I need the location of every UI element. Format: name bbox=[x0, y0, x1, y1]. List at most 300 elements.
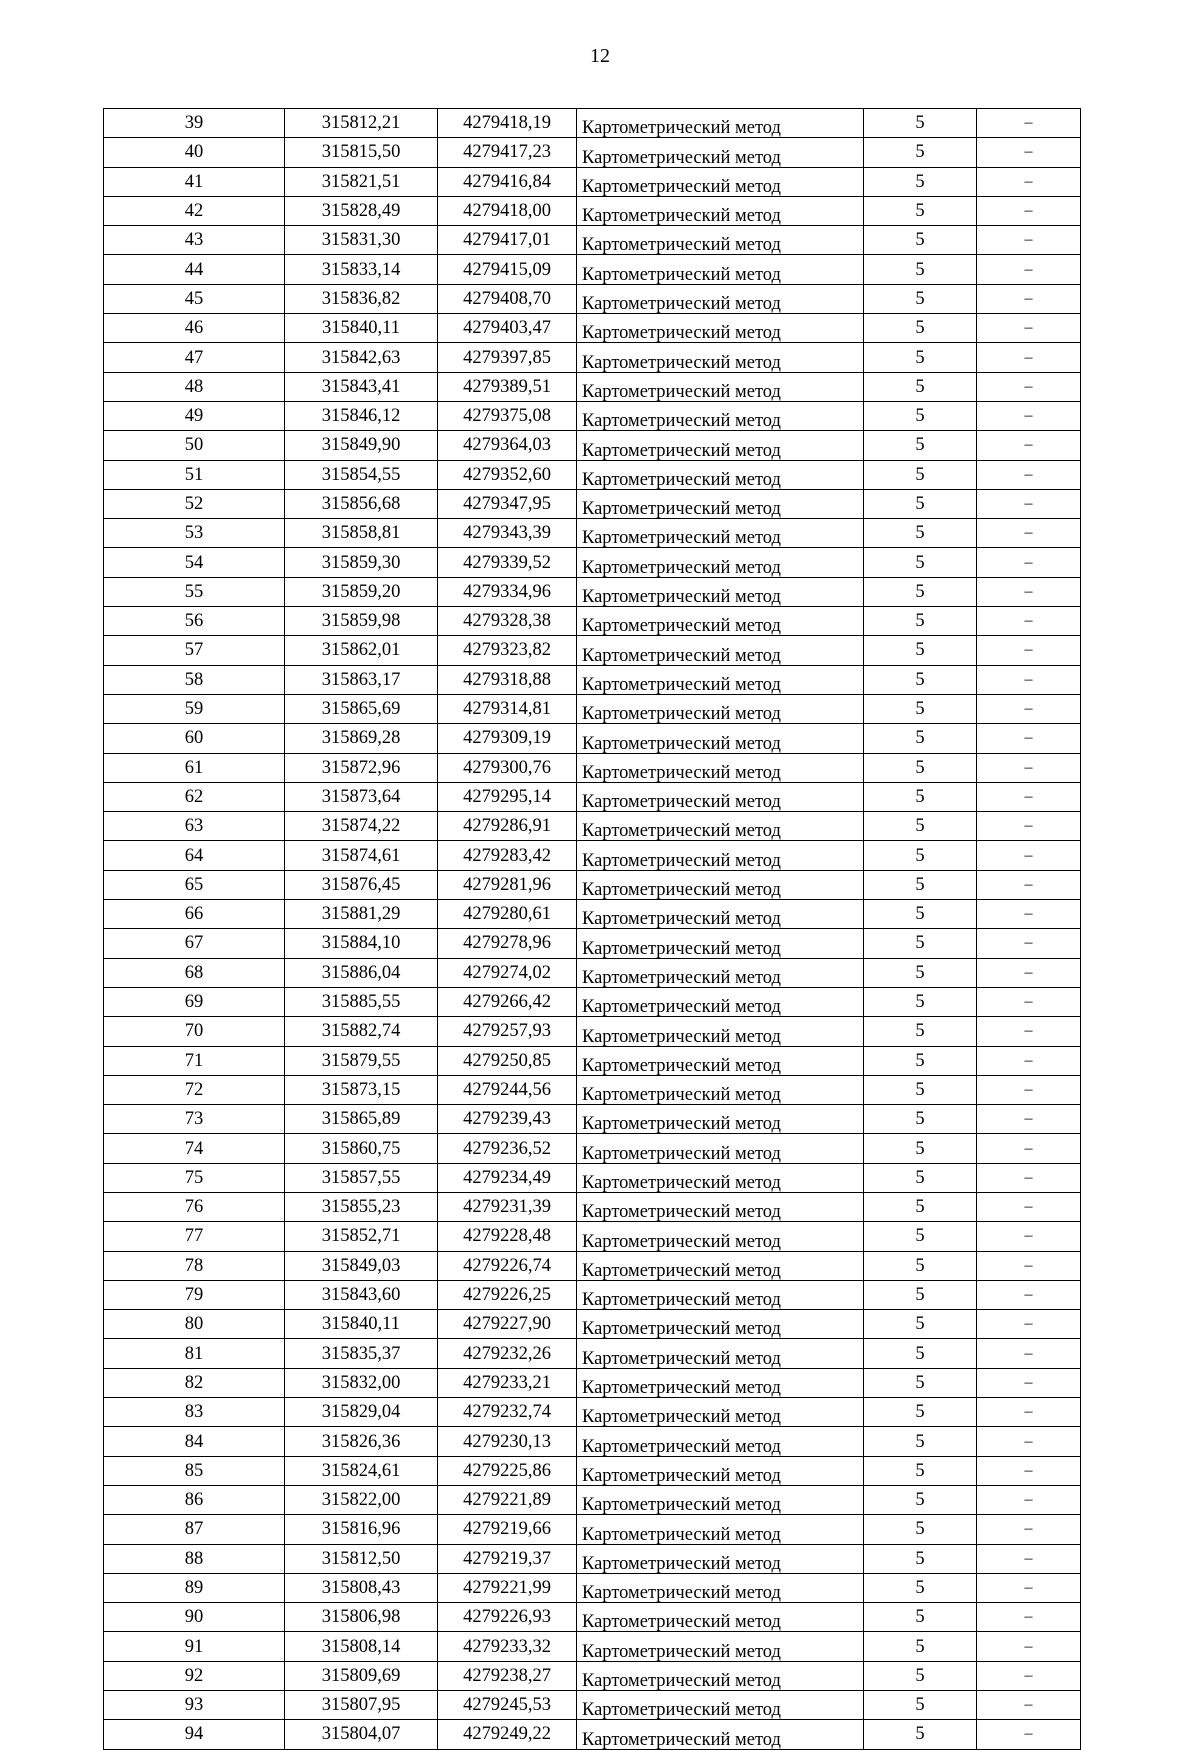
cell-method: Картометрический метод bbox=[577, 1251, 864, 1280]
cell-accuracy: 5 bbox=[864, 1515, 977, 1544]
cell-accuracy: 5 bbox=[864, 548, 977, 577]
cell-coord-x: 315808,43 bbox=[285, 1573, 438, 1602]
cell-point-number: 79 bbox=[104, 1280, 285, 1309]
cell-coord-x: 315840,11 bbox=[285, 1310, 438, 1339]
cell-point-number: 44 bbox=[104, 255, 285, 284]
cell-method: Картометрический метод bbox=[577, 284, 864, 313]
cell-coord-y: 4279227,90 bbox=[438, 1310, 577, 1339]
cell-point-number: 65 bbox=[104, 870, 285, 899]
cell-point-number: 62 bbox=[104, 782, 285, 811]
table-row bbox=[104, 1427, 1081, 1456]
table-row bbox=[104, 255, 1081, 284]
table-row bbox=[104, 636, 1081, 665]
cell-coord-y: 4279233,21 bbox=[438, 1368, 577, 1397]
cell-accuracy: 5 bbox=[864, 1280, 977, 1309]
cell-accuracy: 5 bbox=[864, 343, 977, 372]
cell-method: Картометрический метод bbox=[577, 255, 864, 284]
cell-method: Картометрический метод bbox=[577, 665, 864, 694]
cell-method: Картометрический метод bbox=[577, 1720, 864, 1749]
cell-coord-y: 4279300,76 bbox=[438, 753, 577, 782]
cell-method: Картометрический метод bbox=[577, 196, 864, 225]
cell-point-number: 46 bbox=[104, 314, 285, 343]
cell-note: – bbox=[977, 694, 1081, 723]
table-row bbox=[104, 548, 1081, 577]
cell-coord-y: 4279232,74 bbox=[438, 1398, 577, 1427]
table-row bbox=[104, 314, 1081, 343]
cell-coord-y: 4279236,52 bbox=[438, 1134, 577, 1163]
cell-coord-y: 4279225,86 bbox=[438, 1456, 577, 1485]
cell-note: – bbox=[977, 255, 1081, 284]
cell-coord-x: 315809,69 bbox=[285, 1661, 438, 1690]
cell-accuracy: 5 bbox=[864, 1222, 977, 1251]
cell-note: – bbox=[977, 431, 1081, 460]
cell-method: Картометрический метод bbox=[577, 1456, 864, 1485]
cell-accuracy: 5 bbox=[864, 665, 977, 694]
table-row bbox=[104, 1192, 1081, 1221]
cell-accuracy: 5 bbox=[864, 1485, 977, 1514]
cell-point-number: 80 bbox=[104, 1310, 285, 1339]
cell-note: – bbox=[977, 724, 1081, 753]
cell-coord-y: 4279239,43 bbox=[438, 1105, 577, 1134]
cell-method: Картометрический метод bbox=[577, 1515, 864, 1544]
cell-coord-x: 315886,04 bbox=[285, 958, 438, 987]
cell-note: – bbox=[977, 1222, 1081, 1251]
cell-method: Картометрический метод bbox=[577, 1691, 864, 1720]
cell-coord-x: 315846,12 bbox=[285, 401, 438, 430]
cell-method: Картометрический метод bbox=[577, 372, 864, 401]
cell-method: Картометрический метод bbox=[577, 548, 864, 577]
cell-accuracy: 5 bbox=[864, 607, 977, 636]
cell-point-number: 41 bbox=[104, 167, 285, 196]
cell-coord-y: 4279408,70 bbox=[438, 284, 577, 313]
cell-note: – bbox=[977, 1632, 1081, 1661]
cell-note: – bbox=[977, 1339, 1081, 1368]
cell-note: – bbox=[977, 1192, 1081, 1221]
cell-coord-y: 4279323,82 bbox=[438, 636, 577, 665]
cell-coord-y: 4279231,39 bbox=[438, 1192, 577, 1221]
cell-note: – bbox=[977, 1427, 1081, 1456]
cell-accuracy: 5 bbox=[864, 1075, 977, 1104]
cell-note: – bbox=[977, 1456, 1081, 1485]
table-row bbox=[104, 1310, 1081, 1339]
table-row bbox=[104, 958, 1081, 987]
cell-accuracy: 5 bbox=[864, 724, 977, 753]
cell-point-number: 48 bbox=[104, 372, 285, 401]
table-row bbox=[104, 987, 1081, 1016]
cell-method: Картометрический метод bbox=[577, 401, 864, 430]
cell-coord-x: 315843,41 bbox=[285, 372, 438, 401]
cell-accuracy: 5 bbox=[864, 489, 977, 518]
cell-point-number: 43 bbox=[104, 226, 285, 255]
cell-coord-y: 4279230,13 bbox=[438, 1427, 577, 1456]
cell-coord-x: 315828,49 bbox=[285, 196, 438, 225]
cell-point-number: 68 bbox=[104, 958, 285, 987]
cell-point-number: 56 bbox=[104, 607, 285, 636]
table-row bbox=[104, 1075, 1081, 1104]
table-row bbox=[104, 753, 1081, 782]
cell-accuracy: 5 bbox=[864, 431, 977, 460]
cell-note: – bbox=[977, 401, 1081, 430]
cell-method: Картометрический метод bbox=[577, 1485, 864, 1514]
cell-coord-x: 315807,95 bbox=[285, 1691, 438, 1720]
cell-coord-x: 315857,55 bbox=[285, 1163, 438, 1192]
cell-note: – bbox=[977, 519, 1081, 548]
cell-note: – bbox=[977, 1163, 1081, 1192]
cell-point-number: 74 bbox=[104, 1134, 285, 1163]
cell-coord-x: 315812,50 bbox=[285, 1544, 438, 1573]
cell-note: – bbox=[977, 109, 1081, 138]
cell-coord-x: 315829,04 bbox=[285, 1398, 438, 1427]
cell-method: Картометрический метод bbox=[577, 1192, 864, 1221]
cell-coord-x: 315806,98 bbox=[285, 1603, 438, 1632]
cell-point-number: 93 bbox=[104, 1691, 285, 1720]
table-row bbox=[104, 489, 1081, 518]
table-row bbox=[104, 138, 1081, 167]
cell-coord-y: 4279309,19 bbox=[438, 724, 577, 753]
table-row bbox=[104, 226, 1081, 255]
table-row bbox=[104, 607, 1081, 636]
cell-accuracy: 5 bbox=[864, 841, 977, 870]
cell-method: Картометрический метод bbox=[577, 1310, 864, 1339]
cell-note: – bbox=[977, 1017, 1081, 1046]
cell-accuracy: 5 bbox=[864, 1573, 977, 1602]
cell-accuracy: 5 bbox=[864, 109, 977, 138]
cell-point-number: 76 bbox=[104, 1192, 285, 1221]
cell-accuracy: 5 bbox=[864, 1427, 977, 1456]
table-row bbox=[104, 577, 1081, 606]
cell-accuracy: 5 bbox=[864, 401, 977, 430]
cell-method: Картометрический метод bbox=[577, 900, 864, 929]
cell-accuracy: 5 bbox=[864, 694, 977, 723]
cell-accuracy: 5 bbox=[864, 372, 977, 401]
cell-coord-x: 315821,51 bbox=[285, 167, 438, 196]
cell-accuracy: 5 bbox=[864, 987, 977, 1016]
cell-point-number: 53 bbox=[104, 519, 285, 548]
table-row bbox=[104, 1280, 1081, 1309]
cell-accuracy: 5 bbox=[864, 1251, 977, 1280]
cell-method: Картометрический метод bbox=[577, 1573, 864, 1602]
cell-method: Картометрический метод bbox=[577, 694, 864, 723]
table-row bbox=[104, 1222, 1081, 1251]
cell-accuracy: 5 bbox=[864, 900, 977, 929]
table-row bbox=[104, 665, 1081, 694]
table-row bbox=[104, 1134, 1081, 1163]
cell-coord-x: 315865,69 bbox=[285, 694, 438, 723]
cell-accuracy: 5 bbox=[864, 519, 977, 548]
cell-note: – bbox=[977, 841, 1081, 870]
cell-accuracy: 5 bbox=[864, 1368, 977, 1397]
cell-coord-y: 4279343,39 bbox=[438, 519, 577, 548]
cell-method: Картометрический метод bbox=[577, 1603, 864, 1632]
cell-coord-x: 315874,22 bbox=[285, 812, 438, 841]
cell-point-number: 87 bbox=[104, 1515, 285, 1544]
cell-note: – bbox=[977, 929, 1081, 958]
cell-note: – bbox=[977, 284, 1081, 313]
cell-coord-x: 315849,90 bbox=[285, 431, 438, 460]
cell-point-number: 73 bbox=[104, 1105, 285, 1134]
cell-coord-y: 4279295,14 bbox=[438, 782, 577, 811]
cell-method: Картометрический метод bbox=[577, 1339, 864, 1368]
cell-coord-x: 315881,29 bbox=[285, 900, 438, 929]
cell-note: – bbox=[977, 1544, 1081, 1573]
cell-method: Картометрический метод bbox=[577, 1427, 864, 1456]
cell-point-number: 70 bbox=[104, 1017, 285, 1046]
cell-note: – bbox=[977, 460, 1081, 489]
cell-coord-y: 4279334,96 bbox=[438, 577, 577, 606]
cell-note: – bbox=[977, 1075, 1081, 1104]
cell-accuracy: 5 bbox=[864, 196, 977, 225]
cell-point-number: 82 bbox=[104, 1368, 285, 1397]
cell-coord-x: 315885,55 bbox=[285, 987, 438, 1016]
cell-coord-y: 4279418,00 bbox=[438, 196, 577, 225]
table-row bbox=[104, 109, 1081, 138]
cell-note: – bbox=[977, 1134, 1081, 1163]
cell-accuracy: 5 bbox=[864, 870, 977, 899]
cell-coord-y: 4279238,27 bbox=[438, 1661, 577, 1690]
cell-coord-y: 4279389,51 bbox=[438, 372, 577, 401]
cell-point-number: 47 bbox=[104, 343, 285, 372]
cell-coord-y: 4279219,66 bbox=[438, 1515, 577, 1544]
cell-note: – bbox=[977, 372, 1081, 401]
cell-coord-x: 315824,61 bbox=[285, 1456, 438, 1485]
cell-coord-y: 4279403,47 bbox=[438, 314, 577, 343]
cell-method: Картометрический метод bbox=[577, 987, 864, 1016]
cell-method: Картометрический метод bbox=[577, 314, 864, 343]
cell-note: – bbox=[977, 900, 1081, 929]
cell-method: Картометрический метод bbox=[577, 1134, 864, 1163]
table-row bbox=[104, 724, 1081, 753]
table-row bbox=[104, 343, 1081, 372]
cell-method: Картометрический метод bbox=[577, 1046, 864, 1075]
cell-coord-x: 315842,63 bbox=[285, 343, 438, 372]
cell-point-number: 57 bbox=[104, 636, 285, 665]
cell-accuracy: 5 bbox=[864, 577, 977, 606]
cell-point-number: 59 bbox=[104, 694, 285, 723]
cell-coord-x: 315860,75 bbox=[285, 1134, 438, 1163]
cell-coord-x: 315865,89 bbox=[285, 1105, 438, 1134]
cell-point-number: 63 bbox=[104, 812, 285, 841]
cell-note: – bbox=[977, 1046, 1081, 1075]
table-row bbox=[104, 167, 1081, 196]
cell-coord-y: 4279418,19 bbox=[438, 109, 577, 138]
cell-coord-y: 4279352,60 bbox=[438, 460, 577, 489]
cell-point-number: 51 bbox=[104, 460, 285, 489]
cell-accuracy: 5 bbox=[864, 255, 977, 284]
table-row bbox=[104, 929, 1081, 958]
cell-coord-x: 315874,61 bbox=[285, 841, 438, 870]
cell-point-number: 72 bbox=[104, 1075, 285, 1104]
cell-method: Картометрический метод bbox=[577, 109, 864, 138]
cell-coord-y: 4279221,99 bbox=[438, 1573, 577, 1602]
cell-point-number: 84 bbox=[104, 1427, 285, 1456]
table-row bbox=[104, 870, 1081, 899]
table-row bbox=[104, 1661, 1081, 1690]
cell-method: Картометрический метод bbox=[577, 753, 864, 782]
cell-note: – bbox=[977, 812, 1081, 841]
cell-accuracy: 5 bbox=[864, 1456, 977, 1485]
cell-accuracy: 5 bbox=[864, 284, 977, 313]
cell-method: Картометрический метод bbox=[577, 226, 864, 255]
cell-point-number: 81 bbox=[104, 1339, 285, 1368]
cell-accuracy: 5 bbox=[864, 753, 977, 782]
cell-point-number: 40 bbox=[104, 138, 285, 167]
table-row bbox=[104, 694, 1081, 723]
table-row bbox=[104, 1485, 1081, 1514]
cell-accuracy: 5 bbox=[864, 1163, 977, 1192]
cell-point-number: 89 bbox=[104, 1573, 285, 1602]
cell-accuracy: 5 bbox=[864, 1544, 977, 1573]
cell-coord-x: 315804,07 bbox=[285, 1720, 438, 1749]
table-row bbox=[104, 1691, 1081, 1720]
cell-coord-y: 4279281,96 bbox=[438, 870, 577, 899]
cell-method: Картометрический метод bbox=[577, 1398, 864, 1427]
cell-coord-y: 4279328,38 bbox=[438, 607, 577, 636]
table-row bbox=[104, 1603, 1081, 1632]
table-row bbox=[104, 900, 1081, 929]
cell-note: – bbox=[977, 753, 1081, 782]
cell-point-number: 71 bbox=[104, 1046, 285, 1075]
cell-coord-y: 4279244,56 bbox=[438, 1075, 577, 1104]
cell-accuracy: 5 bbox=[864, 226, 977, 255]
cell-method: Картометрический метод bbox=[577, 929, 864, 958]
cell-coord-y: 4279274,02 bbox=[438, 958, 577, 987]
cell-note: – bbox=[977, 782, 1081, 811]
cell-accuracy: 5 bbox=[864, 460, 977, 489]
cell-coord-y: 4279314,81 bbox=[438, 694, 577, 723]
table-row bbox=[104, 1017, 1081, 1046]
cell-note: – bbox=[977, 1485, 1081, 1514]
cell-method: Картометрический метод bbox=[577, 870, 864, 899]
table-row bbox=[104, 782, 1081, 811]
table-row bbox=[104, 1339, 1081, 1368]
cell-point-number: 92 bbox=[104, 1661, 285, 1690]
cell-point-number: 78 bbox=[104, 1251, 285, 1280]
table-row bbox=[104, 1163, 1081, 1192]
table-row bbox=[104, 812, 1081, 841]
cell-coord-y: 4279221,89 bbox=[438, 1485, 577, 1514]
cell-accuracy: 5 bbox=[864, 1134, 977, 1163]
cell-point-number: 69 bbox=[104, 987, 285, 1016]
cell-method: Картометрический метод bbox=[577, 958, 864, 987]
cell-point-number: 75 bbox=[104, 1163, 285, 1192]
cell-note: – bbox=[977, 577, 1081, 606]
cell-coord-x: 315863,17 bbox=[285, 665, 438, 694]
cell-method: Картометрический метод bbox=[577, 460, 864, 489]
table-row bbox=[104, 196, 1081, 225]
cell-accuracy: 5 bbox=[864, 1398, 977, 1427]
cell-accuracy: 5 bbox=[864, 1661, 977, 1690]
cell-point-number: 66 bbox=[104, 900, 285, 929]
cell-accuracy: 5 bbox=[864, 1192, 977, 1221]
cell-coord-x: 315833,14 bbox=[285, 255, 438, 284]
cell-method: Картометрический метод bbox=[577, 1222, 864, 1251]
cell-coord-y: 4279226,93 bbox=[438, 1603, 577, 1632]
cell-method: Картометрический метод bbox=[577, 138, 864, 167]
cell-note: – bbox=[977, 343, 1081, 372]
cell-coord-x: 315855,23 bbox=[285, 1192, 438, 1221]
cell-coord-x: 315876,45 bbox=[285, 870, 438, 899]
cell-point-number: 58 bbox=[104, 665, 285, 694]
cell-coord-x: 315843,60 bbox=[285, 1280, 438, 1309]
cell-point-number: 88 bbox=[104, 1544, 285, 1573]
cell-note: – bbox=[977, 1720, 1081, 1749]
table-row bbox=[104, 1515, 1081, 1544]
cell-method: Картометрический метод bbox=[577, 1280, 864, 1309]
cell-coord-y: 4279232,26 bbox=[438, 1339, 577, 1368]
cell-coord-x: 315884,10 bbox=[285, 929, 438, 958]
cell-method: Картометрический метод bbox=[577, 1105, 864, 1134]
cell-note: – bbox=[977, 1280, 1081, 1309]
page-number: 12 bbox=[590, 45, 610, 67]
cell-accuracy: 5 bbox=[864, 1632, 977, 1661]
cell-note: – bbox=[977, 1691, 1081, 1720]
cell-coord-x: 315832,00 bbox=[285, 1368, 438, 1397]
cell-coord-y: 4279257,93 bbox=[438, 1017, 577, 1046]
cell-accuracy: 5 bbox=[864, 958, 977, 987]
cell-coord-x: 315822,00 bbox=[285, 1485, 438, 1514]
cell-accuracy: 5 bbox=[864, 1691, 977, 1720]
cell-point-number: 77 bbox=[104, 1222, 285, 1251]
cell-point-number: 54 bbox=[104, 548, 285, 577]
cell-point-number: 55 bbox=[104, 577, 285, 606]
cell-note: – bbox=[977, 1310, 1081, 1339]
cell-method: Картометрический метод bbox=[577, 812, 864, 841]
cell-coord-y: 4279219,37 bbox=[438, 1544, 577, 1573]
cell-coord-x: 315812,21 bbox=[285, 109, 438, 138]
cell-method: Картометрический метод bbox=[577, 1632, 864, 1661]
coordinates-table-body bbox=[104, 109, 1081, 1750]
cell-accuracy: 5 bbox=[864, 1017, 977, 1046]
cell-coord-y: 4279416,84 bbox=[438, 167, 577, 196]
cell-coord-x: 315873,64 bbox=[285, 782, 438, 811]
cell-point-number: 86 bbox=[104, 1485, 285, 1514]
cell-note: – bbox=[977, 1515, 1081, 1544]
cell-method: Картометрический метод bbox=[577, 1017, 864, 1046]
cell-accuracy: 5 bbox=[864, 138, 977, 167]
cell-coord-x: 315815,50 bbox=[285, 138, 438, 167]
cell-coord-x: 315816,96 bbox=[285, 1515, 438, 1544]
cell-coord-x: 315835,37 bbox=[285, 1339, 438, 1368]
cell-coord-y: 4279249,22 bbox=[438, 1720, 577, 1749]
cell-coord-y: 4279318,88 bbox=[438, 665, 577, 694]
cell-point-number: 94 bbox=[104, 1720, 285, 1749]
table-row bbox=[104, 1046, 1081, 1075]
cell-method: Картометрический метод bbox=[577, 636, 864, 665]
table-row bbox=[104, 401, 1081, 430]
cell-method: Картометрический метод bbox=[577, 167, 864, 196]
table-row bbox=[104, 284, 1081, 313]
cell-coord-x: 315859,20 bbox=[285, 577, 438, 606]
cell-coord-y: 4279286,91 bbox=[438, 812, 577, 841]
cell-method: Картометрический метод bbox=[577, 577, 864, 606]
cell-point-number: 61 bbox=[104, 753, 285, 782]
cell-point-number: 39 bbox=[104, 109, 285, 138]
cell-point-number: 42 bbox=[104, 196, 285, 225]
table-row bbox=[104, 1456, 1081, 1485]
cell-method: Картометрический метод bbox=[577, 1661, 864, 1690]
cell-point-number: 91 bbox=[104, 1632, 285, 1661]
cell-accuracy: 5 bbox=[864, 1603, 977, 1632]
table-row bbox=[104, 1632, 1081, 1661]
cell-method: Картометрический метод bbox=[577, 1075, 864, 1104]
cell-coord-y: 4279266,42 bbox=[438, 987, 577, 1016]
cell-method: Картометрический метод bbox=[577, 431, 864, 460]
cell-note: – bbox=[977, 1573, 1081, 1602]
cell-note: – bbox=[977, 226, 1081, 255]
cell-note: – bbox=[977, 138, 1081, 167]
cell-coord-y: 4279347,95 bbox=[438, 489, 577, 518]
cell-accuracy: 5 bbox=[864, 636, 977, 665]
